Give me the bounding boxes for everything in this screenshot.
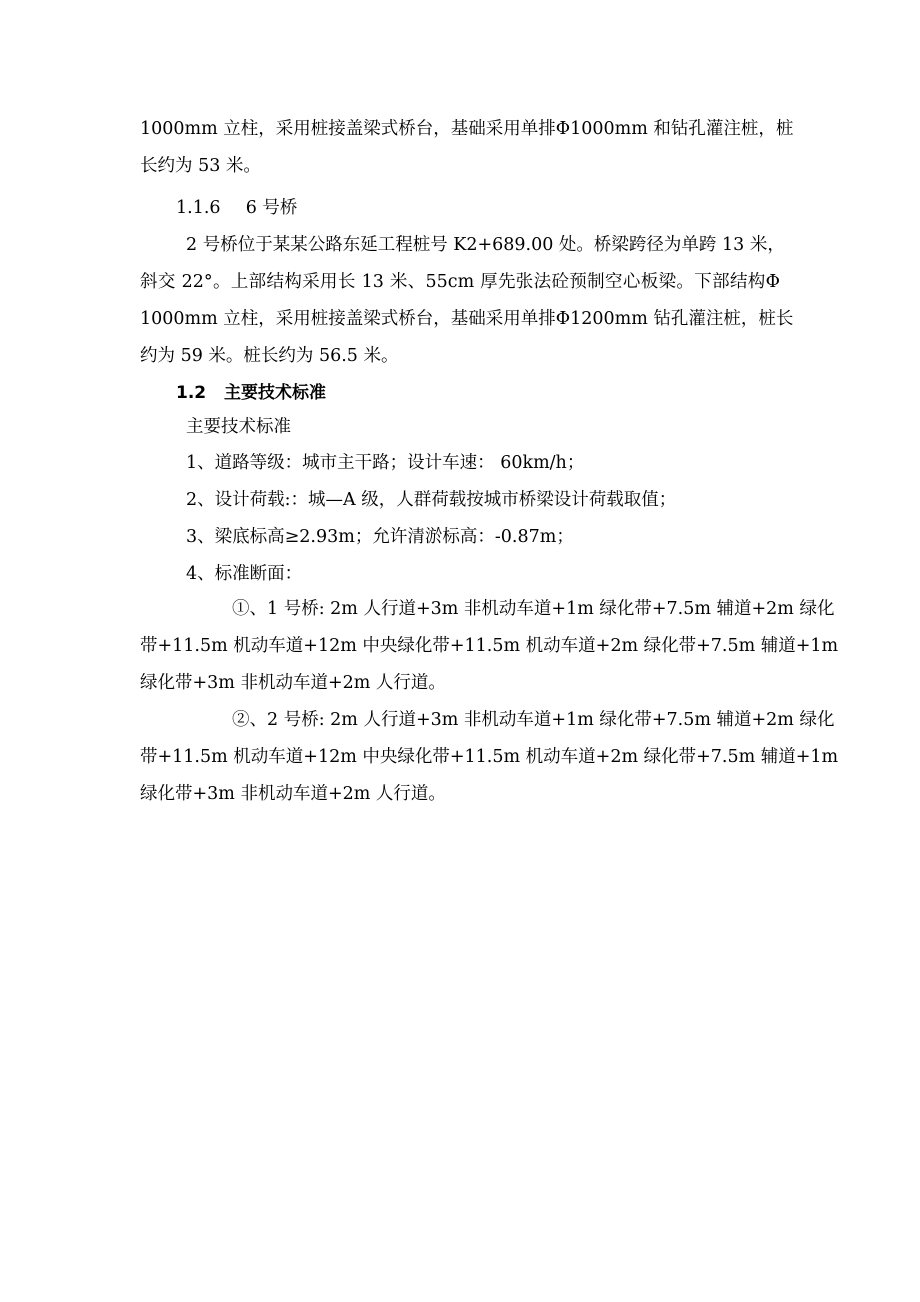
list-item: 2、设计荷载:：城—A 级，人群荷载按城市桥梁设计荷载取值； [186, 490, 677, 510]
cross-section-line: 带+11.5m 机动车道+12m 中央绿化带+11.5m 机动车道+2m 绿化带+7.5m 辅道+1m [140, 747, 839, 767]
section-title: 主要技术标准 [223, 383, 326, 403]
paragraph-line: 斜交 22°。上部结构采用长 13 米、55cm 厚先张法砼预制空心板梁。下部结构Φ [140, 272, 780, 292]
paragraph-line: 长约为 53 米。 [140, 156, 261, 176]
cross-section-line: ②、2 号桥: 2m 人行道+3m 非机动车道+1m 绿化带+7.5m 辅道+2m 绿化 [232, 710, 835, 730]
section-heading-1-2 [176, 382, 326, 404]
list-intro: 主要技术标准 [186, 417, 291, 437]
paragraph-line: 1000mm 立柱，采用桩接盖梁式桥台，基础采用单排Φ1000mm 和钻孔灌注桩，桩 [140, 119, 794, 139]
list-item: 3、梁底标高≥2.93m；允许清淤标高：-0.87m； [186, 527, 574, 547]
section-number: 1.2 [176, 383, 207, 403]
cross-section-line: 带+11.5m 机动车道+12m 中央绿化带+11.5m 机动车道+2m 绿化带+7.5m 辅道+1m [140, 636, 839, 656]
paragraph-line: 2 号桥位于某某公路东延工程桩号 K2+689.00 处。桥梁跨径为单跨 13 米， [186, 235, 785, 255]
section-title: 6 号桥 [245, 198, 298, 218]
section-number: 1.1.6 [176, 198, 221, 218]
list-item: 1、道路等级：城市主干路；设计车速： 60km/h； [186, 453, 585, 473]
cross-section-line: 绿化带+3m 非机动车道+2m 人行道。 [140, 673, 446, 693]
cross-section-line: ①、1 号桥: 2m 人行道+3m 非机动车道+1m 绿化带+7.5m 辅道+2m 绿化 [232, 599, 835, 619]
list-item: 4、标准断面： [186, 564, 303, 584]
paragraph-line: 1000mm 立柱，采用桩接盖梁式桥台，基础采用单排Φ1200mm 钻孔灌注桩，桩长 [140, 309, 794, 329]
cross-section-line: 绿化带+3m 非机动车道+2m 人行道。 [140, 784, 446, 804]
paragraph-line: 约为 59 米。桩长约为 56.5 米。 [140, 346, 399, 366]
section-heading-1-1-6 [176, 197, 297, 219]
